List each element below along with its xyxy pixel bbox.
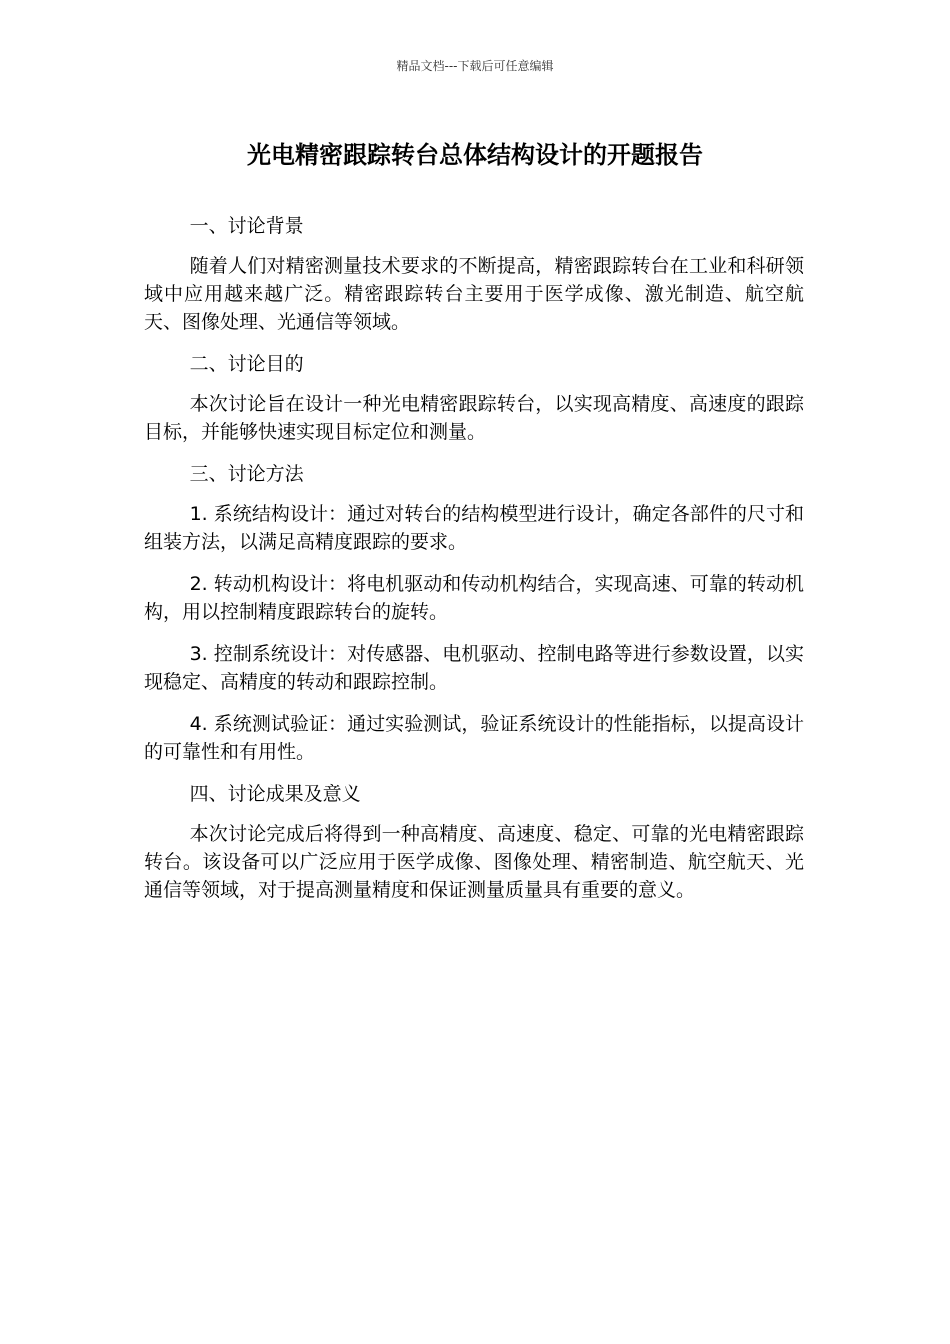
list-item: 2. 转动机构设计：将电机驱动和传动机构结合，实现高速、可靠的转动机构，用以控制精度跟踪转台的旋转。 <box>144 573 804 623</box>
list-item: 4. 系统测试验证：通过实验测试，验证系统设计的性能指标，以提高设计的可靠性和有用性。 <box>144 713 804 763</box>
section-method <box>144 460 804 766</box>
section-heading: 三、讨论方法 <box>189 463 304 485</box>
section-heading: 四、讨论成果及意义 <box>189 783 361 805</box>
paragraph: 随着人们对精密测量技术要求的不断提高，精密跟踪转台在工业和科研领域中应用越来越广泛。精密跟踪转台主要用于医学成像、激光制造、航空航天、图像处理、光通信等领域。 <box>144 255 804 333</box>
section-purpose <box>144 350 804 446</box>
list-item: 1. 系统结构设计：通过对转台的结构模型进行设计，确定各部件的尺寸和组装方法，以满足高精度跟踪的要求。 <box>144 503 804 553</box>
page-header: 精品文档---下载后可任意编辑 <box>396 59 554 73</box>
section-background <box>144 212 804 336</box>
paragraph: 本次讨论旨在设计一种光电精密跟踪转台，以实现高精度、高速度的跟踪目标，并能够快速实现目标定位和测量。 <box>144 393 804 443</box>
section-heading: 一、讨论背景 <box>189 215 304 237</box>
list-item: 3. 控制系统设计：对传感器、电机驱动、控制电路等进行参数设置，以实现稳定、高精度的转动和跟踪控制。 <box>144 643 804 693</box>
document-title: 光电精密跟踪转台总体结构设计的开题报告 <box>247 141 703 169</box>
section-results <box>144 780 804 904</box>
section-heading: 二、讨论目的 <box>189 353 304 375</box>
document-body <box>144 212 804 918</box>
paragraph: 本次讨论完成后将得到一种高精度、高速度、稳定、可靠的光电精密跟踪转台。该设备可以广泛应用于医学成像、图像处理、精密制造、航空航天、光通信等领域，对于提高测量精度和保证测量质量具有重要的意义。 <box>144 823 804 901</box>
